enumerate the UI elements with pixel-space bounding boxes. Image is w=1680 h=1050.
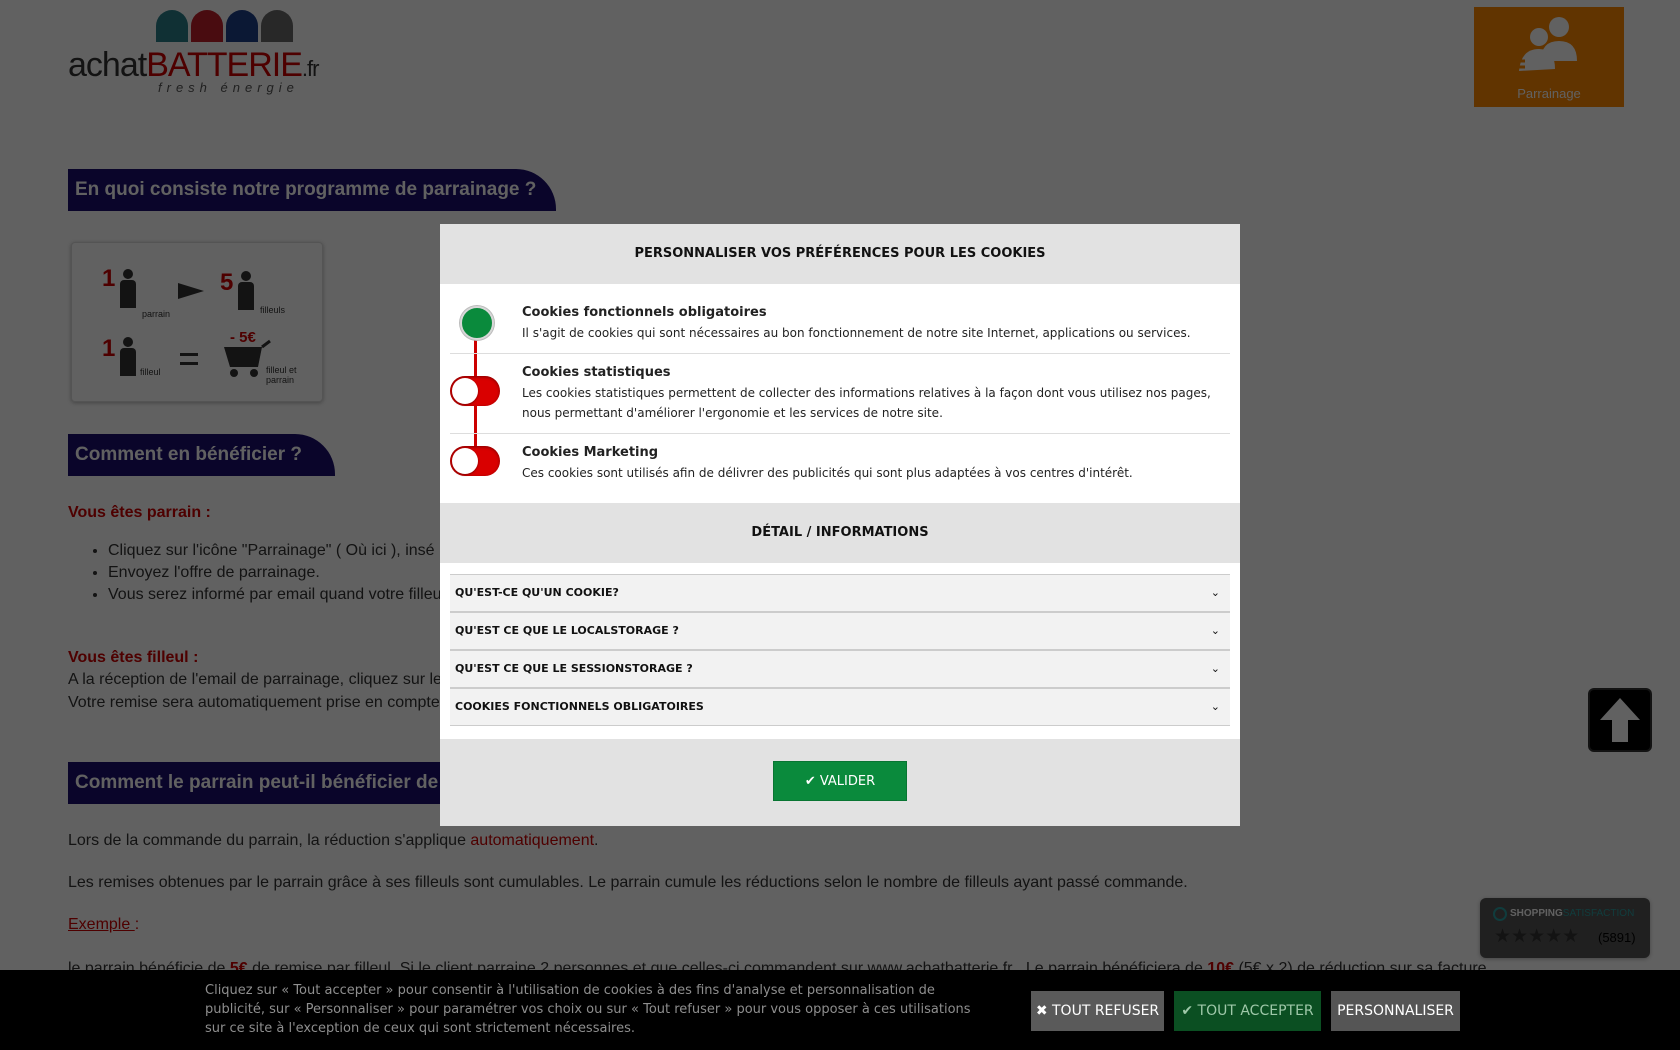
- divider: [450, 433, 1230, 434]
- toggle-functional-cookies: [460, 306, 494, 340]
- pref-title: Cookies statistiques: [522, 365, 671, 380]
- pref-description: Il s'agit de cookies qui sont nécessaires au bon fonctionnement de notre site Internet, applications ou services.: [522, 326, 1191, 340]
- modal-title: PERSONNALISER VOS PRÉFÉRENCES POUR LES COOKIES: [440, 224, 1240, 284]
- accept-all-button[interactable]: ✔ TOUT ACCEPTER: [1174, 991, 1321, 1031]
- validate-button[interactable]: ✔ VALIDER: [773, 761, 907, 801]
- accordion-label: QU'EST CE QUE LE LOCALSTORAGE ?: [455, 624, 679, 637]
- chevron-down-icon: ⌄: [1210, 586, 1220, 599]
- cookie-consent-bar: [0, 970, 1680, 1050]
- pref-description: Les cookies statistiques permettent de collecter des informations relatives à la façon dont vous utilisez nos pages, nous permettant d'améliorer l'ergonomie et les services de notre site.: [522, 386, 1211, 420]
- modal-footer: [440, 739, 1240, 826]
- customize-button[interactable]: PERSONNALISER: [1331, 991, 1460, 1031]
- toggle-marketing-cookies[interactable]: [450, 446, 500, 476]
- accordion-label: QU'EST-CE QU'UN COOKIE?: [455, 586, 619, 599]
- chevron-down-icon: ⌄: [1210, 662, 1220, 675]
- accordion-item-sessionstorage[interactable]: [450, 650, 1230, 688]
- accordion-item-cookie[interactable]: [450, 574, 1230, 612]
- toggle-knob: [452, 448, 478, 474]
- accordion-item-functional[interactable]: [450, 688, 1230, 726]
- chevron-down-icon: ⌄: [1210, 700, 1220, 713]
- cookie-consent-text: Cliquez sur « Tout accepter » pour consentir à l'utilisation de cookies à des fins d'analyse et personnalisation de publicité, sur « Personnaliser » pour paramétrer vos choix ou sur « Tout refuser » pour vous opposer à ces utilisations sur ce site à l'exception de ceux qui sont strictement nécessaires.: [205, 983, 971, 1036]
- accordion-label: QU'EST CE QUE LE SESSIONSTORAGE ?: [455, 662, 693, 675]
- pref-title: Cookies fonctionnels obligatoires: [522, 305, 767, 320]
- pref-statistics: [522, 365, 1222, 423]
- toggle-statistics-cookies[interactable]: [450, 376, 500, 406]
- refuse-all-button[interactable]: ✖ TOUT REFUSER: [1031, 991, 1164, 1031]
- cookie-preferences-modal: [440, 224, 1240, 826]
- pref-description: Ces cookies sont utilisés afin de délivrer des publicités qui sont plus adaptées à vos centres d'intérêt.: [522, 466, 1133, 480]
- divider: [450, 353, 1230, 354]
- accordion-item-localstorage[interactable]: [450, 612, 1230, 650]
- chevron-down-icon: ⌄: [1210, 624, 1220, 637]
- pref-marketing: [522, 445, 1133, 483]
- pref-functional: [522, 305, 1191, 343]
- toggle-knob: [452, 378, 478, 404]
- info-accordion: [440, 563, 1240, 739]
- accordion-label: COOKIES FONCTIONNELS OBLIGATOIRES: [455, 700, 704, 713]
- pref-title: Cookies Marketing: [522, 445, 659, 460]
- detail-section-title: DÉTAIL / INFORMATIONS: [440, 503, 1240, 563]
